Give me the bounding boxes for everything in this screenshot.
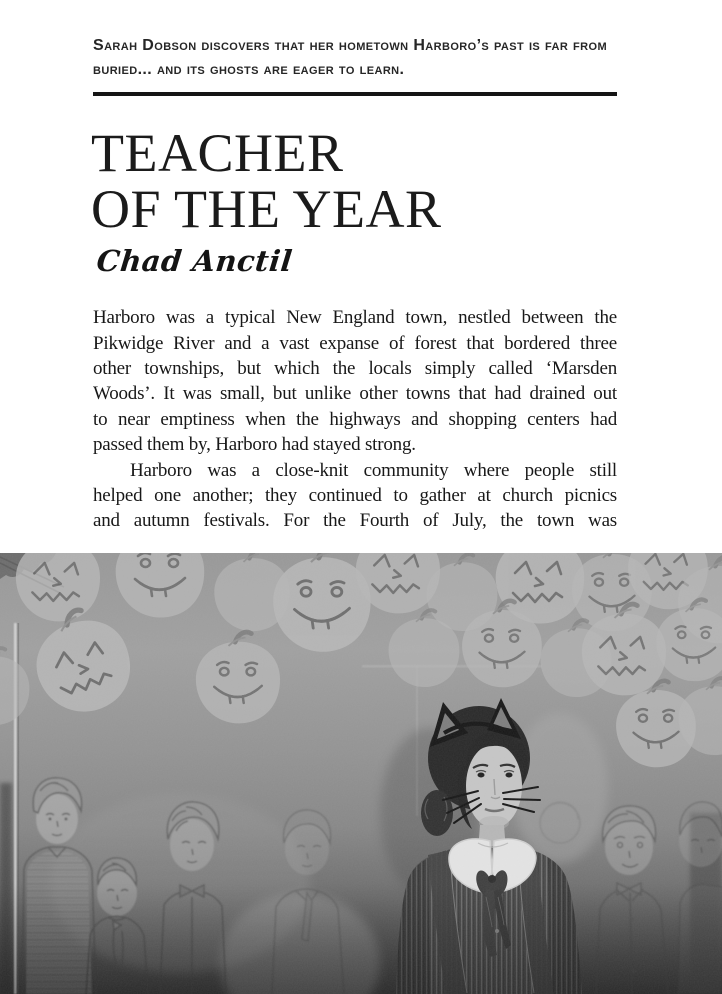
text-column: [0, 0, 617, 534]
story-teaser: Sarah Dobson discovers that her hometown Harboro’s past is far from buried... and its ghosts are eager to learn.: [93, 37, 608, 78]
body-line: passed them by, Harboro had stayed strong.: [93, 434, 416, 456]
title-line-1: TEACHER: [91, 123, 344, 183]
body-line: Harboro was a close-knit community where people still: [130, 459, 617, 481]
classroom-photo-art: [0, 553, 722, 994]
body-line: Woods’. It was small, but unlike other towns that had drained out: [93, 383, 617, 405]
body-line: Harboro was a typical New England town, nestled between the: [93, 307, 617, 329]
divider-rule: [93, 92, 617, 96]
classroom-photo: [0, 553, 722, 994]
page-title: [91, 123, 617, 239]
film-grain: [0, 553, 722, 994]
author-name: Chad Anctil: [95, 244, 295, 279]
story-body: [93, 305, 617, 534]
body-line: helped one another; they continued to gather at church picnics: [93, 485, 617, 507]
body-line: to near emptiness when the highways and shopping centers had: [93, 408, 617, 430]
title-line-2: OF THE YEAR: [91, 178, 442, 239]
body-line: Pikwidge River and a vast expanse of forest that bordered three: [93, 332, 617, 354]
body-line: and autumn festivals. For the Fourth of July, the town was: [93, 510, 617, 532]
body-line: other townships, but which the locals simply called ‘Marsden: [93, 358, 617, 380]
